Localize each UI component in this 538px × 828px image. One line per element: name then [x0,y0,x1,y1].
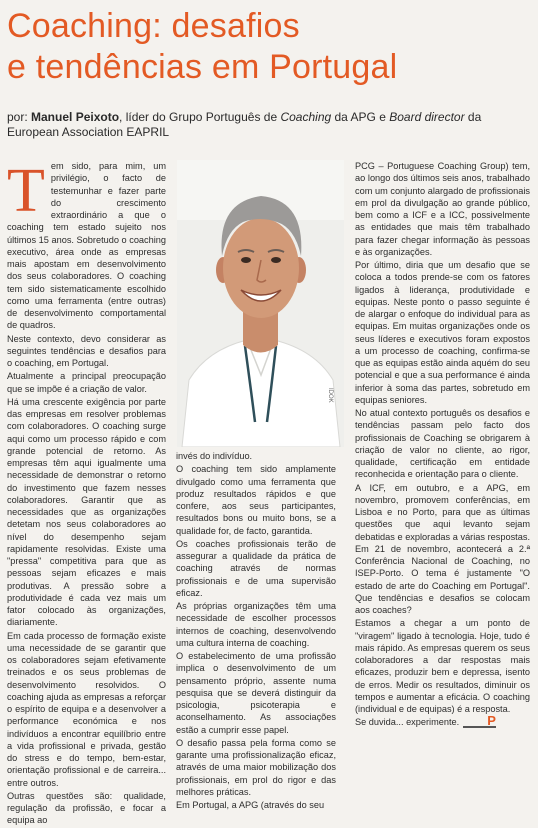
byline-text: da APG e [331,110,390,124]
byline [7,110,532,140]
byline-em: Coaching [280,110,332,124]
paragraph: No atual contexto português os desafios e tendências passam pelo facto dos profissionais de Coaching se obrigarem à criação de valor no cliente, ao rigor, qualidade, certificação em entidade reconhecida e orientação para o cliente. [355,408,530,480]
author-name: Manuel Peixoto [31,110,120,124]
paragraph [355,713,530,729]
paragraph: A ICF, em outubro, e a APG, em novembro, promovem conferências, em Lisboa e no Porto, para que as últimas questões que aqui levanto sejam debatidas e exploradas a várias respostas. Em 21 de novembro, acontecerá a 2.ª Conferência Nacional de Coaching, no ISEP-Porto. O tema é justamente "O estado de arte do Coaching em Portugal". Que tendências e desafios se colocam aos coaches? [355,482,530,615]
column-2 [176,450,336,812]
paragraph: Em Portugal, a APG (através do seu [176,800,325,810]
paragraph: Há uma crescente exigência por parte das empresas em resolver problemas com colaboradores. O coaching surge aqui como um processo rápido e com grande potencial de retorno. As empresas têm aqui igualmente uma necessidade de demonstrar o retorno do investimento que fazem nesses colaboradores. Garantir que as necessidades que as organizações detetam nos seus colaboradores ao nível do desempenho sejam rapidamente resolvidas. Existe uma "pressa" competitiva para que as pessoas sejam eficazes e mais produtivas. A pressão sobre a produtividade é cada vez mais um fator colocado às organizações, diariamente. [7,396,166,628]
byline-em: Board director [389,110,465,124]
drop-cap: T [7,157,45,225]
article-title [7,6,532,88]
paragraph: Neste contexto, devo considerar as seguintes tendências e desafios para o coaching, em Portugal. [7,333,166,368]
photo-credit: IDOK [327,388,333,403]
paragraph: O coaching tem sido amplamente divulgado como uma ferramenta que produz resultados rápidos e que confere, aos seus participantes, resultados bons ou muito bons, se a qualidade for, de facto, garantida. [176,464,336,536]
paragraph: em sido, para mim, um privilégio, o facto de testemunhar e fazer parte do crescimento extraordinário a que o coaching tem estado sujeito nos últimos 15 anos. Sobretudo o coaching executivo, área onde as empresas mais apostam em desenvolvimento dos seus colaboradores. O coaching tem sido sistematicamente escolhido como uma ferramenta (entre outras) de desenvolvimento comportamental de quadros. [7,161,166,331]
title-line-1: Coaching: desafios [7,7,300,45]
closing-line: Se duvida... experimente. [355,717,460,728]
author-portrait [177,160,344,447]
byline-text: da European Association EAPRIL [7,110,482,139]
paragraph: invés do indivíduo. [176,451,253,461]
title-line-2: e tendências em Portugal [7,48,398,86]
paragraph: O estabelecimento de uma profissão implica o desenvolvimento de um pensamento próprio, assente numa pesquisa que se deverá distinguir da psicologia, psicoterapia e aconselhamento. As associações estão a cumprir esse papel. [176,651,336,735]
paragraph: As próprias organizações têm uma necessidade de escolher processos internos de coaching, desenvolvendo uma cultura interna de coaching. [176,601,336,648]
byline-prefix: por: [7,110,32,124]
paragraph: Em cada processo de formação existe uma necessidade de se garantir que os colaboradores sejam efetivamente treinados e os seus problemas de desenvolvimento resolvidos. O coaching ajuda as empresas a reforçar o espírito de equipa e a desenvolver a performance económica e nos indivíduos a encontrar equilíbrio entre a vida profissional e privada, gestão do stress e do tempo, bem-estar, orientação profissional e de carreira... entre outros. [7,630,166,788]
paragraph: Atualmente a principal preocupação que se impõe é a criação de valor. [7,371,166,394]
paragraph: O desafio passa pela forma como se garante uma profissionalização eficaz, através de uma maior mobilização dos profissionais, em prol do rigor e das melhores práticas. [176,737,336,797]
paragraph: Por último, diria que um desafio que se coloca a todos prende-se com os fatores ligados à liderança, produtividade e equipas. Neste ponto o passo seguinte é de alargar o enfoque do individual para as equipas. Em muitas organizações onde os seus líderes e executivos foram expostos a um processo de coaching, confirma-se que as equipas estão ainda aquém do seu potencial e que a sua performance é ainda inferior à soma das partes, sobretudo em equipas seniores. [355,260,530,405]
paragraph: Os coaches profissionais terão de assegurar a qualidade da prática de coaching através de normas profissionais e de uma supervisão eficaz. [176,538,336,598]
byline-text: , líder do Grupo Português de [119,110,281,124]
paragraph: PCG – Portuguese Coaching Group) tem, ao longo dos últimos seis anos, trabalhado com um conjunto alargado de profissionais em prol da divulgação ao grande público, bem como a ICF e a ICC, possivelmente as entidades que mais têm trabalhado para fazer chegar informação às pessoas e às organizações. [355,161,530,257]
column-1 [7,157,166,828]
column-3 [355,160,530,730]
paragraph: Estamos a chegar a um ponto de "viragem" ligado à tecnologia. Hoje, tudo é mais rápido. As empresas querem os seus colaboradores a dar respostas mais eficazes, produzir bem e depressa, isento de erros. Medir os resultados, diminuir os tempos e aumentar a eficácia. O coaching (individual e de equipas) é a resposta. [355,618,530,714]
paragraph: Outras questões são: qualidade, regulação da profissão, e focar a equipa ao [7,790,166,826]
portrait-illustration [177,160,344,447]
end-mark: P [463,716,496,728]
